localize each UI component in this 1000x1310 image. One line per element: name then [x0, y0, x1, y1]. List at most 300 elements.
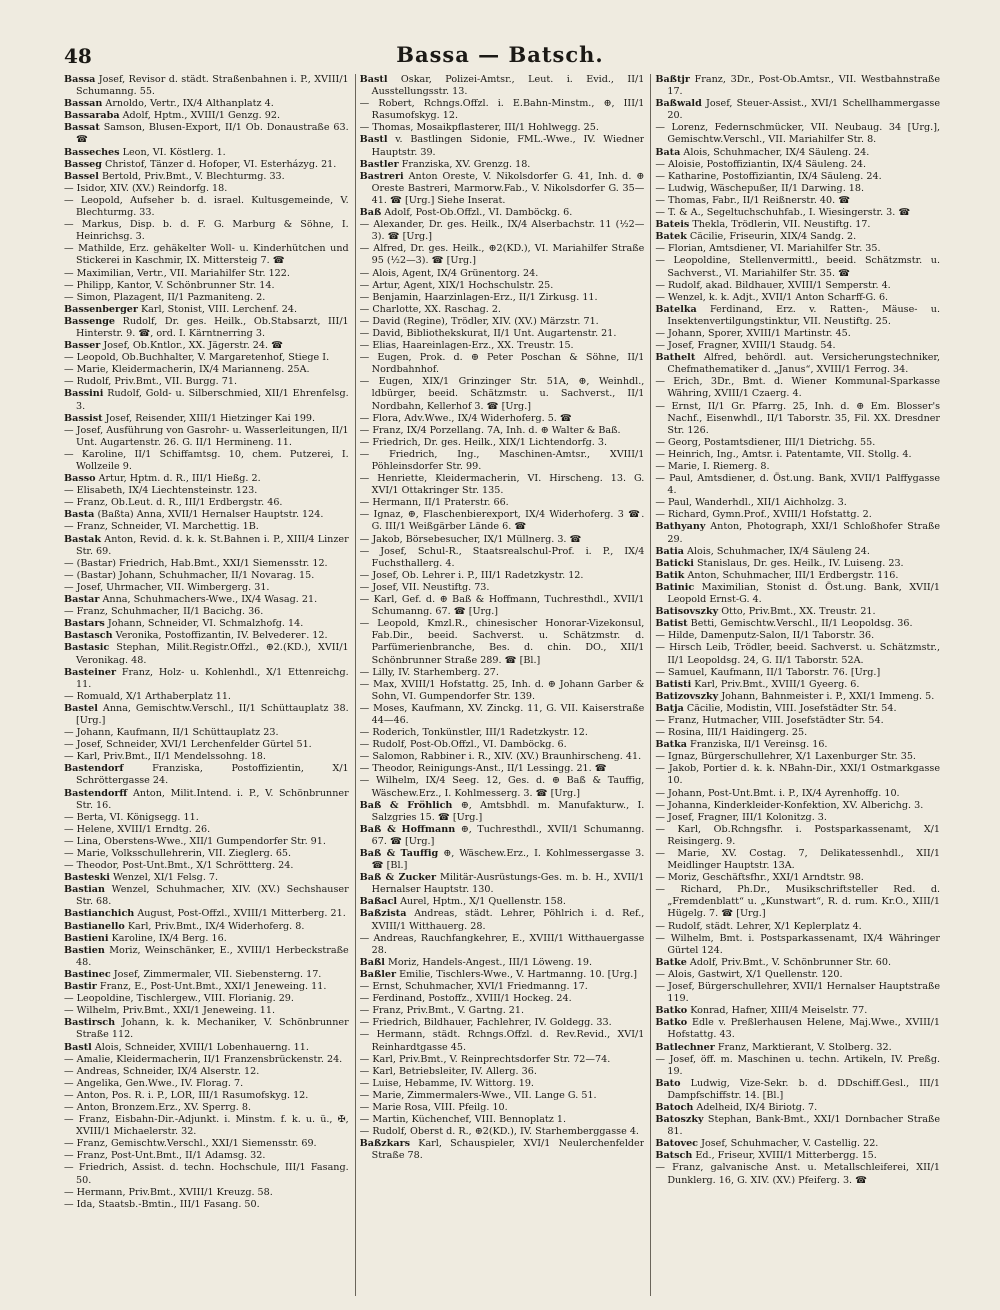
entry-details: — Josef, Fragner, III/1 Kolonitzg. 3.: [655, 811, 827, 823]
directory-entry: [64, 425, 349, 449]
entry-details: — Berta, VI. Königsegg. 11.: [64, 811, 199, 823]
entry-details: — Rosina, III/1 Haidingerg. 25.: [655, 727, 808, 739]
entry-details: Alois, Schneider, XVIII/1 Lobenhauerng. 11.: [94, 1041, 309, 1053]
directory-entry: [655, 933, 940, 957]
entry-details: — Maximilian, Vertr., VII. Mariahilfer Str. 122.: [64, 267, 290, 279]
entry-surname: Bastl: [64, 1041, 92, 1053]
entry-surname: Bastasch: [64, 630, 113, 642]
entry-surname: Batek: [655, 231, 687, 243]
entry-details: — Karl, Priv.Bmt., II/1 Mendelssohng. 18.: [64, 751, 266, 763]
directory-entry: [360, 159, 645, 171]
entry-surname: Bassist: [64, 412, 103, 424]
entry-details: Anna, Schuhmachers-Wwe., IX/4 Wasag. 21.: [102, 594, 318, 606]
entry-details: Alois, Schuhmacher, IX/4 Säuleng 24.: [687, 545, 870, 557]
directory-entry: [655, 401, 940, 437]
entry-details: Rudolf, Dr. ges. Heilk., Ob.Stabsarzt, III/1 Hinterstr. 9. ☎, ord. I. Kärntnerring 3.: [76, 315, 349, 339]
entry-details: — Hermann, Priv.Bmt., XVIII/1 Kreuzg. 58.: [64, 1186, 273, 1198]
entry-details: — Moriz, Geschäftsfhr., XXI/1 Arndtstr. 98.: [655, 872, 864, 884]
entry-surname: Bata: [655, 146, 681, 158]
directory-entry: [655, 1054, 940, 1078]
entry-surname: Bastianello: [64, 920, 125, 932]
directory-entry: [360, 1054, 645, 1066]
directory-entry: [64, 1162, 349, 1186]
directory-entry: [360, 969, 645, 981]
entry-details: Anton, Schuhmacher, III/1 Erdbergstr. 116.: [687, 569, 899, 581]
directory-entry: [64, 945, 349, 969]
directory-entry: [64, 884, 349, 908]
entry-details: — Karoline, II/1 Schiffamtsg. 10, chem. Putzerei, I. Wollzeile 9.: [64, 448, 349, 472]
directory-entry: [360, 280, 645, 292]
directory-entry: [655, 691, 940, 703]
directory-entry: [360, 219, 645, 243]
entry-details: ⊕, Tuchresthdl., XVII/1 Schumanng. 67. ☎ [Urg.]: [371, 823, 645, 847]
directory-entry: [64, 836, 349, 848]
entry-details: — Heinrich, Ing., Amtsr. i. Patentamte, VII. Stollg. 4.: [655, 448, 912, 460]
entry-details: — Josef, Ob. Lehrer i. P., III/1 Radetzkystr. 12.: [359, 569, 584, 581]
directory-entry: [360, 1102, 645, 1114]
directory-entry: [64, 1017, 349, 1041]
page-number: 48: [64, 44, 92, 68]
entry-details: — Erich, 3Dr., Bmt. d. Wiener Kommunal-Sparkasse Währing, XVIII/1 Czaerg. 4.: [655, 376, 941, 400]
entry-details: — Roderich, Tonkünstler, III/1 Radetzkystr. 12.: [359, 727, 588, 739]
entry-surname: Batoch: [655, 1101, 694, 1113]
entry-details: — Karl, Betriebsleiter, IV. Allerg. 36.: [359, 1065, 537, 1077]
entry-details: Franziska, Postoffizientin, X/1 Schröttergasse 24.: [76, 763, 349, 787]
entry-details: Arnoldo, Vertr., IX/4 Althanplatz 4.: [105, 98, 274, 110]
entry-details: — Ernst, Schuhmacher, XVI/1 Friedmanng. 17.: [359, 981, 588, 993]
entry-details: — Lilly, IV. Starhemberg. 27.: [359, 666, 499, 678]
directory-entry: [64, 195, 349, 219]
entry-details: — Marie, Zimmermalers-Wwe., VII. Lange G. 51.: [359, 1089, 597, 1101]
entry-details: — Leopoldine, Stellenvermittl., beeid. Schätzmstr. u. Sachverst., VI. Mariahilfer Str. 35. ☎: [655, 255, 941, 279]
entry-details: Adolf, Post-Ob.Offzl., VI. Damböckg. 6.: [384, 207, 573, 219]
entry-details: — Wilhelm, Bmt. i. Postsparkassenamt, IX/4 Währinger Gürtel 124.: [655, 932, 941, 956]
directory-entry: [655, 207, 940, 219]
directory-entry: [360, 243, 645, 267]
entry-details: — Josef, Uhrmacher, VII. Wimbergerg. 31.: [64, 581, 270, 593]
entry-details: — Rudolf, akad. Bildhauer, XVIII/1 Semperstr. 4.: [655, 279, 891, 291]
directory-entry: [360, 1114, 645, 1126]
directory-entry: [360, 775, 645, 799]
directory-entry: [64, 449, 349, 473]
directory-entry: [360, 872, 645, 896]
entry-details: Moriz, Handels-Angest., III/1 Löweng. 19.: [388, 956, 593, 968]
entry-details: Franziska, XV. Grenzg. 18.: [401, 158, 531, 170]
entry-surname: Bassini: [64, 388, 104, 400]
entry-surname: Baßtjr: [655, 74, 690, 85]
directory-entry: [64, 497, 349, 509]
directory-entry: [360, 328, 645, 340]
entry-details: — Johann, Kaufmann, II/1 Schüttauplatz 23.: [64, 727, 279, 739]
entry-details: — Wilhelm, Priv.Bmt., XXI/1 Jeneweing. 11.: [64, 1005, 276, 1017]
entry-details: — Aloisie, Postoffiziantin, IX/4 Säuleng. 24.: [655, 158, 866, 170]
directory-entry: [655, 921, 940, 933]
entry-details: — Amalie, Kleidermacherin, II/1 Franzensbrückenstr. 24.: [64, 1053, 343, 1065]
entry-surname: Bastendorf: [64, 763, 124, 775]
entry-details: — (Bastar) Johann, Schuhmacher, II/1 Novarag. 15.: [64, 569, 315, 581]
entry-details: Stanislaus, Dr. ges. Heilk., IV. Luiseng. 23.: [696, 557, 904, 569]
entry-details: — Georg, Postamtsdiener, III/1 Dietrichg. 55.: [655, 436, 876, 448]
entry-details: — Isidor, XIV. (XV.) Reindorfg. 18.: [64, 182, 228, 194]
entry-surname: Bassa: [64, 74, 96, 85]
entry-details: Aurel, Hptm., X/1 Quellenstr. 158.: [400, 896, 566, 908]
directory-entry: [64, 933, 349, 945]
entry-surname: Bato: [655, 1077, 681, 1089]
directory-entry: [360, 981, 645, 993]
directory-entry: [64, 727, 349, 739]
entry-surname: Bassenge: [64, 315, 116, 327]
entry-details: Karl, Priv.Bmt., IX/4 Widerhoferg. 8.: [127, 920, 305, 932]
entry-details: Maximilian, Stonist d. Öst.ung. Bank, XVII/1 Leopold Ernst-G. 4.: [667, 581, 941, 606]
directory-entry: [64, 1066, 349, 1078]
entry-details: — Anton, Pos. R. i. P., LOR, III/1 Rasumofskyg. 12.: [64, 1089, 309, 1101]
entry-surname: Baßler: [359, 968, 397, 980]
entry-details: Franz, E., Post-Unt.Bmt., XXI/1 Jeneweing. 11.: [99, 981, 327, 993]
directory-entry: [64, 1102, 349, 1114]
directory-entry: [360, 763, 645, 775]
entry-details: — Moses, Kaufmann, XV. Zinckg. 11, G. VII. Kaiserstraße 44—46.: [359, 702, 645, 726]
entry-details: Anton, Revid. d. k. k. St.Bahnen i. P., XIII/4 Linzer Str. 69.: [76, 533, 349, 557]
directory-entry: [655, 98, 940, 122]
directory-entry: [64, 74, 349, 98]
directory-entry: [360, 739, 645, 751]
entry-details: — Hermann, II/1 Praterstr. 66.: [359, 497, 509, 509]
directory-entry: [360, 1090, 645, 1102]
entry-details: — David (Regine), Trödler, XIV. (XV.) Märzstr. 71.: [359, 315, 599, 327]
directory-entry: [64, 582, 349, 594]
entry-details: — Helene, XVIII/1 Erndtg. 26.: [64, 823, 211, 835]
directory-entry: [64, 159, 349, 171]
directory-entry: [655, 159, 940, 171]
entry-details: — Paul, Wanderhdl., XII/1 Aichholzg. 3.: [655, 497, 847, 509]
directory-entry: [360, 74, 645, 98]
entry-surname: Bastasic: [64, 642, 110, 654]
entry-surname: Batist: [655, 618, 688, 630]
entry-details: Karl, Schauspieler, XVI/1 Neulerchenfelder Straße 78.: [371, 1138, 645, 1162]
entry-details: — Luise, Hebamme, IV. Wittorg. 19.: [359, 1077, 534, 1089]
directory-entry: [360, 1005, 645, 1017]
entry-surname: Bassel: [64, 170, 99, 182]
entry-details: — Charlotte, XX. Raschag. 2.: [359, 303, 501, 315]
directory-entry: [64, 872, 349, 884]
entry-surname: Bassaraba: [64, 110, 120, 122]
entry-details: Moriz, Weinschänker, E., XVIII/1 Herbeckstraße 48.: [76, 944, 349, 968]
column-middle: [355, 74, 645, 1296]
entry-details: — Franz, Eisbahn-Dir.-Adjunkt. i. Minstm. f. k. u. ü., ✠, XVIII/1 Michaelerstr. 32.: [64, 1114, 349, 1138]
entry-surname: Basseg: [64, 158, 102, 170]
directory-entry: [360, 134, 645, 158]
entry-details: — Josef, Ausführung von Gasrohr- u. Wasserleitungen, II/1 Unt. Augartenstr. 26. G. II/1 Hermineng. 11.: [64, 424, 349, 448]
directory-entry: [64, 413, 349, 425]
directory-entry: [64, 703, 349, 727]
entry-details: — Ludwig, Wäschepußer, II/1 Darwing. 18.: [655, 182, 865, 194]
directory-entry: [64, 1078, 349, 1090]
directory-entry: [360, 449, 645, 473]
entry-details: — Josef, Schul-R., Staatsrealschul-Prof. i. P., IX/4 Fuchsthallerg. 4.: [359, 545, 645, 569]
entry-details: — Franz, Schneider, VI. Marchettig. 1B.: [64, 521, 259, 533]
directory-entry: [64, 1199, 349, 1211]
directory-entry: [64, 147, 349, 159]
entry-columns: [64, 74, 940, 1296]
entry-details: Anna, Gemischtw.Verschl., II/1 Schüttauplatz 38. [Urg.]: [76, 702, 349, 726]
entry-details: Otto, Priv.Bmt., XX. Treustr. 21.: [721, 606, 876, 618]
entry-details: Alfred, behördl. aut. Versicherungstechniker, Chefmathematiker d. „Janus“, XVIII/1 Ferrog. 34.: [667, 352, 940, 376]
directory-entry: [64, 1005, 349, 1017]
entry-details: — Hirsch Leib, Trödler, beeid. Sachverst. u. Schätzmstr., II/1 Leopoldsg. 24, G. II/1 Taborstr. 52A.: [655, 642, 941, 666]
directory-entry: [360, 727, 645, 739]
directory-entry: [64, 473, 349, 485]
directory-entry: [655, 231, 940, 243]
directory-entry: [655, 340, 940, 352]
entry-surname: Batizovszky: [655, 690, 719, 702]
entry-details: August, Post-Offzl., XVIII/1 Mitterberg. 21.: [137, 908, 346, 920]
entry-details: — Wenzel, k. k. Adjt., XVII/1 Anton Scharff-G. 6.: [655, 291, 889, 303]
entry-details: Ferdinand, Erz. v. Ratten-, Mäuse- u. Insektenvertilgungstinktur, VII. Neustiftg. 25.: [667, 303, 940, 327]
entry-details: — Ignaz, Bürgerschullehrer, X/1 Laxenburger Str. 35.: [655, 751, 916, 763]
directory-entry: [360, 570, 645, 582]
directory-entry: [360, 509, 645, 533]
directory-entry: [655, 667, 940, 679]
directory-entry: [360, 618, 645, 666]
directory-entry: [655, 1102, 940, 1114]
entry-details: — Karl, Gef. d. ⊕ Baß & Hoffmann, Tuchresthdl., XVII/1 Schumanng. 67. ☎ [Urg.]: [359, 594, 645, 618]
directory-entry: [655, 1150, 940, 1162]
entry-details: Karl, Priv.Bmt., XVIII/1 Gyeerg. 6.: [694, 678, 860, 690]
entry-surname: Baßzista: [359, 908, 407, 920]
entry-surname: Bassat: [64, 122, 100, 134]
entry-details: — Friedrich, Bildhauer, Fachlehrer, IV. Goldegg. 33.: [359, 1017, 612, 1029]
entry-surname: Batoszky: [655, 1114, 704, 1126]
directory-entry: [360, 751, 645, 763]
entry-details: Betti, Gemischtw.Verschl., II/1 Leopoldsg. 36.: [690, 618, 913, 630]
entry-details: — Josef, öff. m. Maschinen u. techn. Artikeln, IV. Preßg. 19.: [655, 1053, 941, 1077]
entry-details: Karl, Stonist, VIII. Lerchenf. 24.: [141, 303, 297, 315]
entry-details: — Lorenz, Federnschmücker, VII. Neubaug. 34 [Urg.], Gemischtw.Verschl., VII. Mariahilfer Str. 8.: [655, 122, 941, 146]
column-right: [650, 74, 940, 1296]
directory-entry: [655, 74, 940, 98]
directory-entry: [64, 243, 349, 267]
directory-entry: [655, 630, 940, 642]
entry-details: Wenzel, XI/1 Felsg. 7.: [113, 872, 219, 884]
entry-details: ⊕, Amtsbhdl. m. Manufakturw., I. Salzgries 15. ☎ [Urg.]: [371, 799, 645, 823]
directory-entry: [655, 957, 940, 969]
directory-entry: [64, 860, 349, 872]
entry-surname: Bastl: [359, 134, 388, 146]
entry-details: — Alfred, Dr. ges. Heilk., ⊕2(KD.), VI. Mariahilfer Straße 95 (½2—3). ☎ [Urg.]: [359, 243, 645, 267]
entry-surname: Bastendorff: [64, 787, 128, 799]
directory-entry: [655, 1078, 940, 1102]
entry-details: Josef, Reisender, XIII/1 Hietzinger Kai 199.: [105, 412, 316, 424]
entry-details: — Josef, Bürgerschullehrer, XVII/1 Hernalser Hauptstraße 119.: [655, 981, 941, 1005]
directory-entry: [655, 739, 940, 751]
directory-entry: [64, 509, 349, 521]
directory-entry: [64, 812, 349, 824]
directory-entry: [64, 183, 349, 195]
entry-details: — Eugen, XIX/1 Grinzinger Str. 51A, ⊕, Weinhdl., ldbürger, beeid. Schätzmstr. u. Sachverst., II/1 Nordbahn, Kellerhof 3. ☎ [Urg.]: [359, 376, 645, 412]
entry-details: — Henriette, Kleidermacherin, VI. Hirscheng. 13. G. XVI/1 Ottakringer Str. 135.: [359, 473, 645, 497]
directory-entry: [360, 679, 645, 703]
entry-surname: Batinic: [655, 581, 695, 593]
entry-details: — Franz, galvanische Anst. u. Metallschleiferei, XII/1 Dunklerg. 16, G. XIV. (XV.) Pfeiferg. 3. ☎: [655, 1162, 941, 1186]
entry-details: — Karl, Ob.Rchngsfhr. i. Postsparkassenamt, X/1 Reisingerg. 9.: [655, 823, 941, 847]
running-head: Bassa — Batsch.: [396, 42, 604, 67]
directory-entry: [655, 352, 940, 376]
entry-details: — Ignaz, ⊕, Flaschenbierexport, IX/4 Widerhoferg. 3 ☎. G. III/1 Weißgärber Lände 6. ☎: [359, 509, 645, 533]
directory-entry: [360, 207, 645, 219]
entry-details: Ludwig, Vize-Sekr. b. d. DDschiff.Gesl., III/1 Dampfschiffstr. 14. [Bl.]: [667, 1077, 941, 1101]
entry-details: — Marie, Kleidermacherin, IX/4 Marianneng. 25A.: [64, 364, 310, 376]
directory-entry: [64, 485, 349, 497]
directory-entry: [655, 292, 940, 304]
entry-details: Andreas, städt. Lehrer, Pöhlrich i. d. Ref., XVIII/1 Witthauerg. 28.: [371, 908, 645, 932]
directory-entry: [360, 594, 645, 618]
entry-details: — Ernst, II/1 Gr. Pfarrg. 25, Inh. d. ⊕ Em. Blosser's Nachf., Eisenwhdl., II/1 Taborstr. 35, Fil. XX. Dresdner Str. 126.: [655, 400, 941, 436]
entry-details: — Johann, Sporer, XVIII/1 Martinstr. 45.: [655, 327, 851, 339]
entry-details: — Florian, Amtsdiener, VI. Mariahilfer Str. 35.: [655, 243, 881, 255]
entry-details: — (Bastar) Friedrich, Hab.Bmt., XXI/1 Siemensstr. 12.: [64, 557, 328, 569]
directory-entry: [360, 268, 645, 280]
entry-details: — Thomas, Fabr., II/1 Reißnerstr. 40. ☎: [655, 194, 851, 206]
entry-details: Cäcilie, Modistin, VIII. Josefstädter Str. 54.: [686, 702, 897, 714]
entry-surname: Batka: [655, 739, 687, 751]
directory-entry: [64, 292, 349, 304]
directory-entry: [360, 497, 645, 509]
entry-details: Josef, Revisor d. städt. Straßenbahnen i. P., XVIII/1 Schumanng. 55.: [76, 74, 349, 98]
directory-entry: [655, 509, 940, 521]
directory-entry: [655, 122, 940, 146]
entry-details: — Rudolf, Oberst d. R., ⊕2(KD.), IV. Starhemberggasse 4.: [359, 1126, 639, 1138]
directory-entry: [64, 763, 349, 787]
entry-details: — Andreas, Schneider, IX/4 Alserstr. 12.: [64, 1065, 260, 1077]
entry-details: Veronika, Postoffizantin, IV. Belvederег. 12.: [115, 630, 328, 642]
entry-details: — Friedrich, Dr. ges. Heilk., XIX/1 Lichtendorfg. 3.: [359, 436, 608, 448]
directory-entry: [655, 1042, 940, 1054]
entry-details: Rudolf, Gold- u. Silberschmied, XII/1 Ehrenfelsg. 3.: [76, 388, 349, 412]
directory-entry: [655, 183, 940, 195]
entry-details: — Franz, Ob.Leut. d. R., III/1 Erdbergstr. 46.: [64, 497, 283, 509]
entry-surname: Bastreri: [359, 170, 404, 182]
entry-details: — Franz, Schuhmacher, II/1 Bacichg. 36.: [64, 606, 264, 618]
directory-entry: [360, 98, 645, 122]
directory-entry: [655, 461, 940, 473]
directory-entry: [655, 872, 940, 884]
entry-surname: Basser: [64, 340, 101, 352]
directory-entry: [64, 534, 349, 558]
directory-entry: [655, 981, 940, 1005]
directory-entry: [360, 122, 645, 134]
directory-entry: [655, 243, 940, 255]
entry-details: v. Bastlingen Sidonie, FML.-Wwe., IV. Wiedner Hauptstr. 39.: [371, 134, 645, 158]
entry-details: — Leopold, Aufseher b. d. israel. Kultusgemeinde, V. Blechturmg. 33.: [64, 194, 349, 219]
entry-details: — Leopoldine, Tischlergew., VIII. Florianig. 29.: [64, 993, 294, 1005]
directory-entry: [64, 316, 349, 340]
entry-details: Franziska, II/1 Vereinsg. 16.: [690, 739, 828, 751]
entry-details: — Marie, Volksschullehrerin, VII. Zieglerg. 65.: [64, 848, 292, 859]
entry-surname: Baß: [359, 207, 382, 219]
entry-details: Franz, Holz- u. Kohlenhdl., X/1 Ettenreichg. 11.: [76, 666, 349, 690]
directory-entry: [655, 763, 940, 787]
entry-details: — T. & A., Segeltuchschuhfab., I. Wiesingerstr. 3. ☎: [655, 207, 911, 219]
directory-entry: [64, 364, 349, 376]
directory-entry: [64, 618, 349, 630]
entry-details: — Leopold, Kmzl.R., chinesischer Honorar-Vizekonsul, Fab.Dir., beeid. Sachverst. u. Schätzmstr. d. Parfümerienbranche, Bes. d. chin. DO., XII/1 Schönbrunner Straße 289. ☎ [Bl.]: [359, 618, 645, 666]
entry-surname: Bastl: [359, 74, 388, 85]
directory-entry: [655, 884, 940, 920]
entry-details: Emilie, Tischlers-Wwe., V. Hartmanng. 10. [Urg.]: [399, 968, 637, 980]
directory-entry: [655, 255, 940, 279]
entry-details: Johann, Schneider, VI. Schmalzhofg. 14.: [107, 618, 304, 630]
entry-details: — Artur, Agent, XIX/1 Hochschulstr. 25.: [359, 279, 554, 291]
entry-details: Bertold, Priv.Bmt., V. Blechturmg. 33.: [101, 170, 285, 182]
directory-entry: [655, 497, 940, 509]
entry-details: Josef, Steuer-Assist., XVI/1 Schellhammergasse 20.: [667, 98, 941, 122]
entry-details: (Baßta) Anna, XVII/1 Hernalser Hauptstr. 124.: [97, 509, 324, 521]
directory-entry: [360, 1017, 645, 1029]
entry-surname: Bastler: [359, 158, 399, 170]
directory-entry: [64, 1138, 349, 1150]
directory-entry: [360, 473, 645, 497]
directory-entry: [655, 449, 940, 461]
entry-details: — Josef, VII. Neustiftg. 73.: [359, 581, 490, 593]
entry-details: — Franz, Gemischtw.Verschl., XXI/1 Siemensstr. 69.: [64, 1138, 317, 1150]
entry-details: — Hilde, Damenputz-Salon, II/1 Taborstr. 36.: [655, 630, 875, 642]
entry-details: — Franz, Priv.Bmt., V. Gartng. 21.: [359, 1005, 525, 1017]
directory-entry: [64, 667, 349, 691]
directory-entry: [64, 993, 349, 1005]
directory-entry: [655, 824, 940, 848]
directory-entry: [360, 703, 645, 727]
directory-entry: [655, 848, 940, 872]
directory-entry: [64, 122, 349, 146]
directory-entry: [655, 1005, 940, 1017]
directory-entry: [64, 219, 349, 243]
directory-entry: [64, 268, 349, 280]
entry-details: Adelheid, IX/4 Biriotg. 7.: [696, 1101, 818, 1113]
entry-details: — Anton, Bronzem.Erz., XV. Sperrg. 8.: [64, 1101, 252, 1113]
directory-entry: [64, 1054, 349, 1066]
directory-entry: [360, 437, 645, 449]
directory-entry: [360, 171, 645, 207]
entry-details: — Rudolf, städt. Lehrer, X/1 Keplerplatz 4.: [655, 920, 862, 932]
directory-entry: [64, 788, 349, 812]
directory-entry: [64, 521, 349, 533]
entry-details: — Flora, Adv.Wwe., IX/4 Widerhoferg. 5. ☎: [359, 412, 572, 424]
directory-entry: [64, 280, 349, 292]
directory-entry: [64, 691, 349, 703]
directory-entry: [64, 921, 349, 933]
entry-details: — David, Bibliothekskurat, II/1 Unt. Augartenstr. 21.: [359, 327, 617, 339]
directory-entry: [64, 606, 349, 618]
entry-surname: Bastel: [64, 702, 98, 714]
directory-entry: [360, 376, 645, 412]
directory-entry: [655, 788, 940, 800]
directory-entry: [360, 1066, 645, 1078]
directory-entry: [360, 667, 645, 679]
entry-details: — Ferdinand, Postoffz., XVIII/1 Hockeg. 24.: [359, 993, 572, 1005]
directory-entry: [655, 147, 940, 159]
entry-details: Artur, Hptm. d. R., III/1 Hießg. 2.: [98, 473, 261, 485]
entry-surname: Bassenberger: [64, 303, 138, 315]
entry-details: Josef, Ob.Kntlor., XX. Jägerstr. 24. ☎: [103, 340, 284, 352]
entry-surname: Basteski: [64, 872, 110, 884]
directory-entry: [64, 98, 349, 110]
directory-entry: [360, 1078, 645, 1090]
entry-surname: Bastianchich: [64, 908, 135, 920]
entry-details: — Alois, Agent, IX/4 Grünentorg. 24.: [359, 267, 539, 279]
entry-surname: Bastinec: [64, 968, 111, 980]
entry-details: Alois, Schuhmacher, IX/4 Säuleng. 24.: [683, 146, 870, 158]
entry-details: — Friedrich, Assist. d. techn. Hochschule, III/1 Fasang. 50.: [64, 1162, 349, 1186]
